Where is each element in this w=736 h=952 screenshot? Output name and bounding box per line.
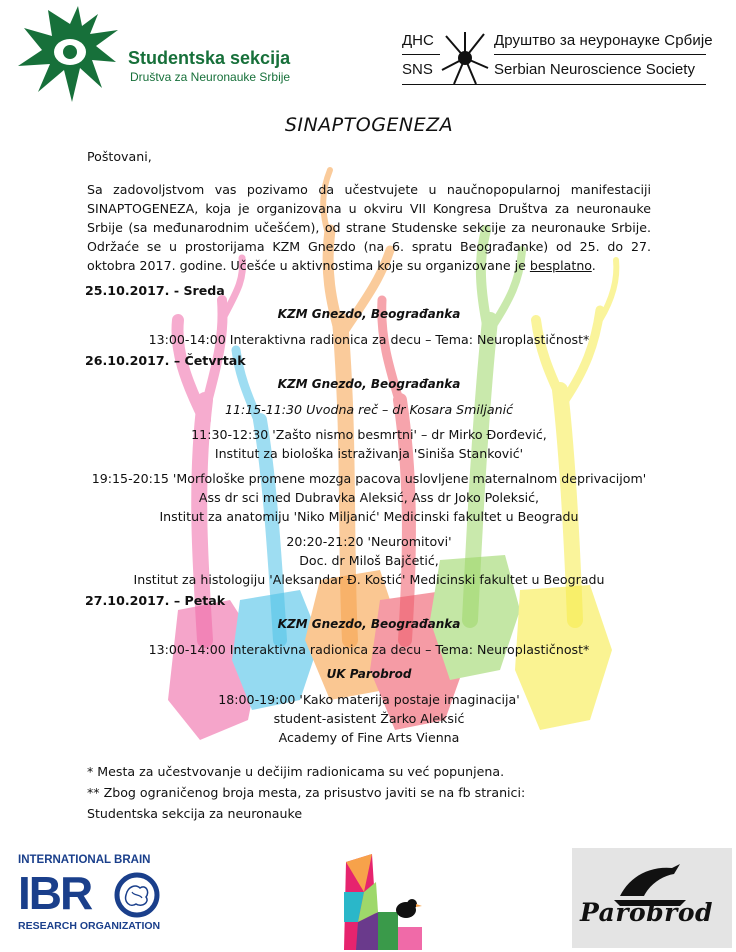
greeting: Poštovani, [87,149,152,164]
day-2-event-3-line-1: 19:15-20:15 'Morfološke promene mozga pacova uslovljene maternalnom deprivacijom' [91,471,647,486]
day-1-event-1: 13:00-14:00 Interaktivna radionica za decu – Tema: Neuroplastičnost* [148,332,590,347]
day-1-venue: KZM Gnezdo, Beograđanka [277,307,461,321]
sns-logo [402,32,722,94]
brain-globe-icon [114,872,160,918]
footnote-2: ** Zbog ograničenog broja mesta, za prisustvo javiti se na fb stranici: [87,785,526,800]
logo-rule [494,54,706,55]
student-section-logo [18,6,318,110]
day-2-event-4-line-1: 20:20-21:20 'Neuromitovi' [286,534,452,549]
gnezdo-logo [338,852,422,950]
day-3-venue: KZM Gnezdo, Beograđanka [277,617,461,631]
sns-name-latin: Serbian Neuroscience Society [494,61,695,78]
day-2-event-4-line-3: Institut za histologiju 'Aleksandar Đ. Kostić' Medicinski fakultet u Beogradu [133,572,605,587]
footnote-3: Studentska sekcija za neuronauke [87,806,303,821]
student-section-subname: Društva za Neuronauke Srbije [130,70,291,84]
day-2-event-3 [67,469,671,526]
day-3-event-1: 13:00-14:00 Interaktivna radionica za decu – Tema: Neuroplastičnost* [148,642,590,657]
sns-name-cyrillic: Друштво за неуронауке Србије [494,32,713,49]
building-bird-icon [338,852,422,950]
day-3-date: 27.10.2017. – Petak [85,593,226,608]
neuron-star-icon [440,30,490,86]
day-3-event-2-line-1: 18:00-19:00 'Kako materija postaje imaginacija' [218,692,520,707]
student-section-name: Studentska sekcija [128,48,291,68]
ibro-logo [18,854,166,936]
invitation-body [87,116,651,824]
day-2-event-3-line-3: Institut za anatomiju 'Niko Miljanić' Medicinski fakultet u Beogradu [159,509,579,524]
parobrod-wordmark: Parobrod [580,898,713,927]
ibro-top-text: INTERNATIONAL BRAIN [18,854,151,866]
footnotes [87,761,651,824]
logo-rule [402,84,706,85]
intro-text: Sa zadovoljstvom vas pozivamo da učestvujete u naučnopopularnoj manifestaciji SINAPTOGENEZA, koja je organizovana u okviru VII Kongresa Društva za neuronauke Srbije (sa međunarodnim učešćem), od strane Studenske sekcije za neuronauke Srbije. Održaće se u prostorijama KZM Gnezdo (na 6. spratu Beograđanke) od 25. do 27. oktobra 2017. godine. Učešće u aktivnostima koje su organizovane je [87,182,651,273]
day-2-event-4 [67,532,671,589]
ibro-bottom-text: RESEARCH ORGANIZATION [18,920,161,932]
day-2-event-3-line-2: Ass dr sci med Dubravka Aleksić, Ass dr Joko Poleksić, [198,490,540,505]
neuron-logo-icon [18,6,122,106]
day-3-event-2-line-3: Academy of Fine Arts Vienna [278,730,460,745]
parobrod-logo [572,848,732,948]
day-3-venue-2: UK Parobrod [326,667,412,681]
sns-abbr-cyrillic: ДНС [402,32,434,49]
intro-paragraph [87,180,651,275]
page-title: SINAPTOGENEZA [284,114,454,136]
intro-end: . [591,258,596,273]
day-2-event-2-line-1: 11:30-12:30 'Zašto nismo besmrtni' – dr Mirko Đorđević, [191,427,547,442]
free-entry-text: besplatno [529,258,592,273]
day-3-event-2 [87,690,651,747]
footnote-1: * Mesta za učestvovanje u dečijim radionicama su već popunjena. [87,764,505,779]
ibro-letters: IBR [18,867,92,919]
day-1-date: 25.10.2017. - Sreda [85,283,225,298]
day-3-event-2-line-2: student-asistent Žarko Aleksić [273,711,465,726]
day-2-date: 26.10.2017. – Četvrtak [85,353,246,368]
day-2-event-2-line-2: Institut za biološka istraživanja 'Siniša Stanković' [214,446,524,461]
day-2-event-1: 11:15-11:30 Uvodna reč – dr Kosara Smiljanić [224,402,514,417]
day-2-event-2 [87,425,651,463]
day-2-event-4-line-2: Doc. dr Miloš Bajčetić, [299,553,439,568]
day-2-venue: KZM Gnezdo, Beograđanka [277,377,461,391]
logo-rule [402,54,440,55]
sns-abbr-latin: SNS [402,61,433,78]
